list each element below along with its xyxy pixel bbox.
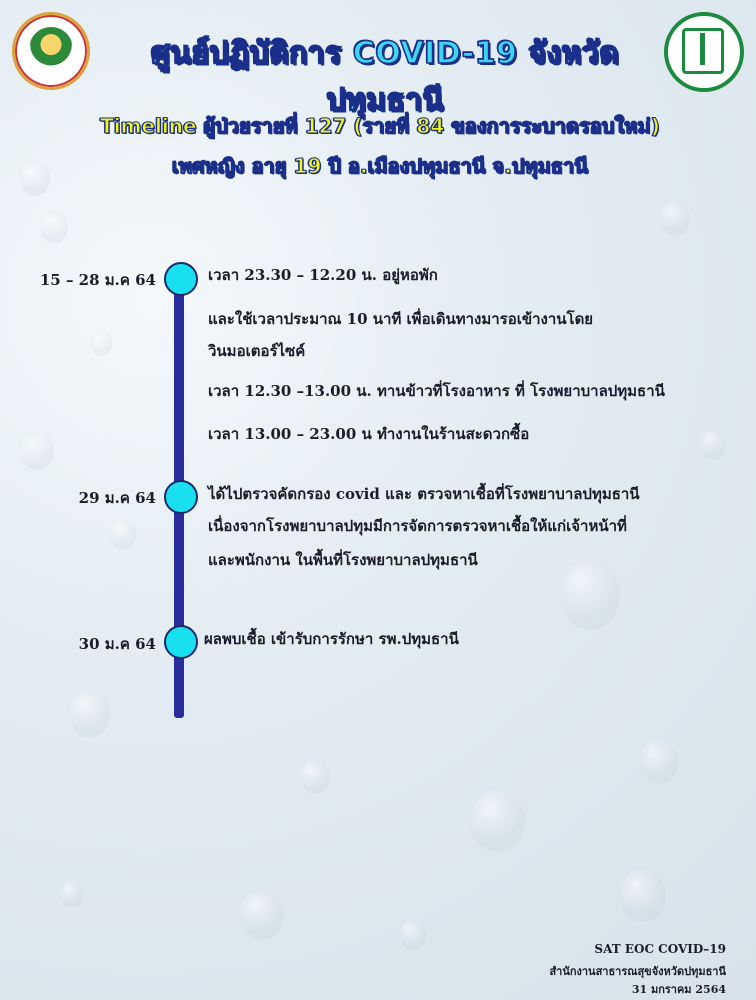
timeline-dot: [164, 625, 198, 659]
patient-info-subtitle: เพศหญิง อายุ 19 ปี อ.เมืองปทุมธานี จ.ปทุมธานี: [171, 154, 589, 178]
water-drop: [640, 740, 678, 784]
water-drop: [400, 920, 426, 950]
timeline-date: 15 – 28 ม.ค 64: [39, 271, 156, 289]
water-drop: [20, 430, 54, 470]
timeline-entry-text: วินมอเตอร์ไซค์: [208, 342, 306, 360]
timeline-entry-text: เวลา 13.00 – 23.00 น ทำงานในร้านสะดวกซื้อ: [208, 425, 530, 443]
provincial-seal-logo: [12, 12, 90, 90]
timeline-entry-text: เนื่องจากโรงพยาบาลปทุมมีการจัดการตรวจหาเชื้อให้แก่เจ้าหน้าที่: [208, 517, 627, 535]
water-drop: [70, 690, 110, 738]
timeline-date: 30 ม.ค 64: [78, 635, 156, 653]
timeline-entry-text: และใช้เวลาประมาณ 10 นาที เพื่อเดินทางมารอเข้างานโดย: [208, 310, 594, 328]
water-drop: [470, 790, 525, 852]
water-drop: [60, 880, 84, 908]
water-drop: [300, 760, 330, 794]
timeline-entry-text: และพนักงาน ในพื้นที่โรงพยาบาลปทุมธานี: [208, 551, 478, 569]
page-title: ศูนย์ปฏิบัติการ COVID-19 จังหวัดปทุมธานี: [150, 36, 620, 118]
water-drop: [240, 890, 284, 940]
water-drop: [90, 330, 112, 356]
timeline-dot: [164, 262, 198, 296]
timeline-entry-text: เวลา 12.30 –13.00 น. ทานข้าวที่โรงอาหาร ที่ โรงพยาบาลปทุมธานี: [208, 382, 665, 400]
water-drop: [660, 200, 690, 236]
water-drop: [40, 210, 68, 244]
water-drop: [110, 520, 136, 550]
timeline-entry-text: เวลา 23.30 – 12.20 น. อยู่หอพัก: [208, 266, 438, 284]
timeline-dot: [164, 480, 198, 514]
water-drop: [20, 160, 50, 196]
timeline-entry-text: ผลพบเชื้อ เข้ารับการรักษา รพ.ปทุมธานี: [204, 630, 459, 648]
patient-timeline-subtitle: Timeline ผู้ป่วยรายที่ 127 (รายที่ 84 ของการระบาดรอบใหม่): [100, 114, 660, 138]
ministry-of-public-health-logo: [664, 12, 744, 92]
footer-date: 31 มกราคม 2564: [631, 983, 726, 996]
timeline-date: 29 ม.ค 64: [78, 489, 156, 507]
water-drop: [620, 870, 666, 922]
footer-office-name: สำนักงานสาธารณสุขจังหวัดปทุมธานี: [549, 965, 726, 978]
timeline-entry-text: ได้ไปตรวจคัดกรอง covid และ ตรวจหาเชื้อที่โรงพยาบาลปทุมธานี: [208, 485, 640, 503]
footer-organization-code: SAT EOC COVID–19: [594, 942, 726, 956]
